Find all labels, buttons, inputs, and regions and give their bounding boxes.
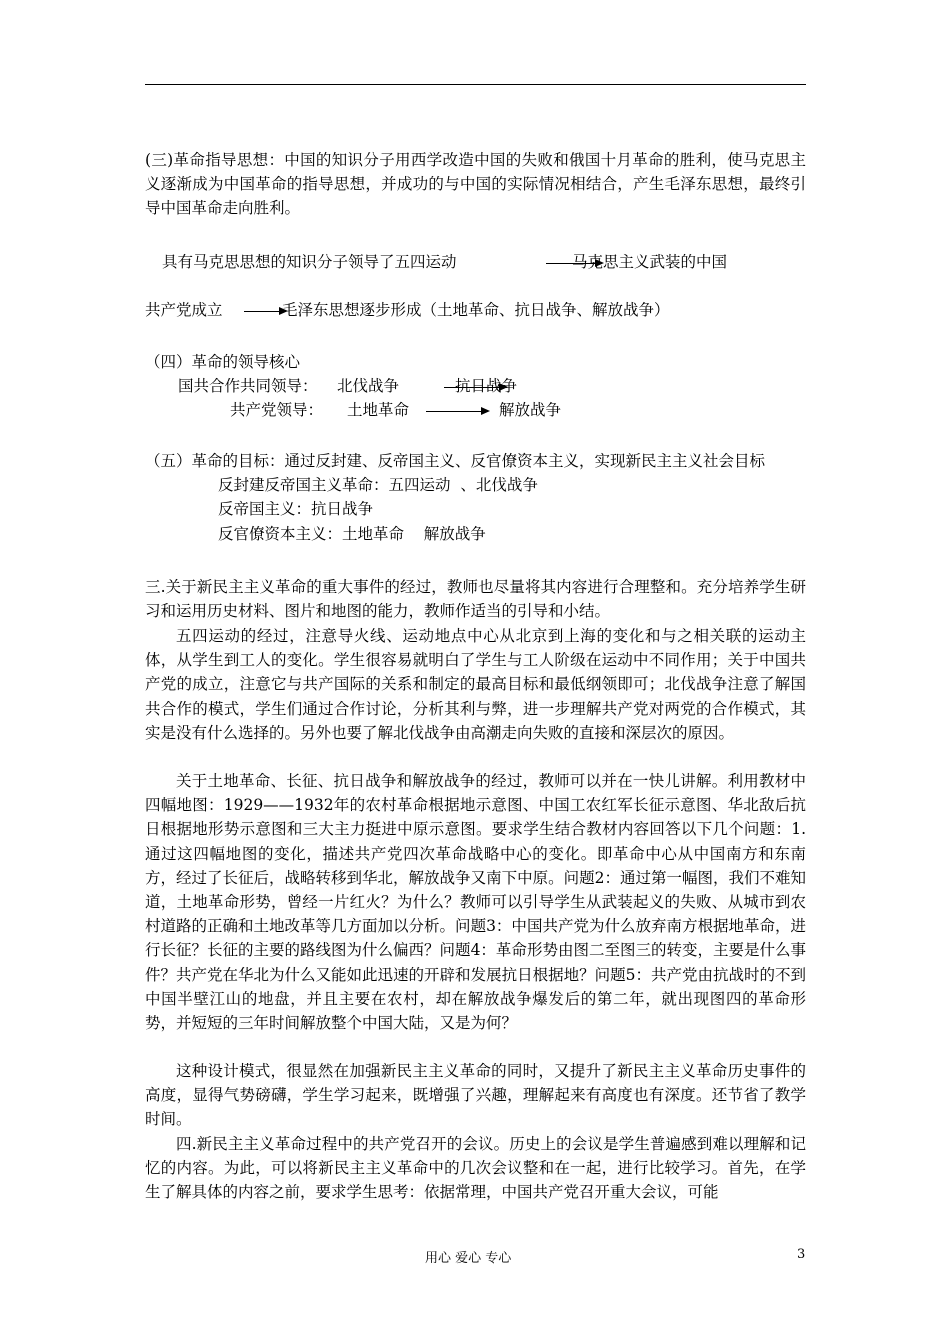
flow-arrow-2	[244, 311, 286, 312]
section3-paragraph: (三)革命指导思想：中国的知识分子用西学改造中国的失败和俄国十月革命的胜利，使马克思主义逐渐成为中国革命的指导思想，并成功的与中国的实际情况相结合，产生毛泽东思想，最终引导中国革命走向胜利。	[145, 151, 806, 218]
body-paragraph-1: 三.关于新民主主义革命的重大事件的经过，教师也尽量将其内容进行合理整和。充分培养学生研习和运用历史材料、图片和地图的能力，教师作适当的引导和小结。	[145, 578, 806, 621]
flow-line1-left: 具有马克思思想的知识分子领导了五四运动	[162, 253, 457, 271]
body-paragraph-4: 这种设计模式，很显然在加强新民主主义革命的同时，又提升了新民主主义革命历史事件的高度，显得气势磅礴，学生学习起来，既增强了兴趣，理解起来有高度也有深度。还节省了教学时间。	[145, 1062, 806, 1129]
section4-row1-from: 北伐战争	[337, 377, 400, 395]
body-paragraph-3: 关于土地革命、长征、抗日战争和解放战争的经过，教师可以并在一快儿讲解。利用教材中四幅地图：1929——1932年的农村革命根据地示意图、中国工农红军长征示意图、华北敌后抗日根据地形势示意图和三大主力挺进中原示意图。要求学生结合教材内容回答以下几个问题：1.通过这四幅地图的变化，描述共产党四次革命战略中心的变化。即革命中心从中国南方和东南方，经过了长征后，战略转移到华北，解放战争又南下中原。问题2：通过第一幅图，我们不难知道，土地革命形势，曾经一片红火？为什么？教师可以引导学生从武装起义的失败、从城市到农村道路的正确和土地改革等几方面加以分析。问题3：中国共产党为什么放弃南方根据地革命，进行长征？长征的主要的路线图为什么偏西？问题4：革命形势由图二至图三的转变，主要是什么事件？共产党在华北为什么又能如此迅速的开辟和发展抗日根据地？问题5：共产党由抗战时的不到中国半壁江山的地盘，并且主要在农村，却在解放战争爆发后的第二年，就出现图四的革命形势，并短短的三年时间解放整个中国大陆，又是为何？	[145, 772, 806, 1033]
section4-row2-from: 土地革命	[347, 401, 410, 419]
section5-line2: 反帝国主义：抗日战争	[218, 500, 374, 518]
header-rule	[145, 84, 806, 85]
section4-arrow-2	[426, 411, 488, 412]
section5-line3: 反官僚资本主义：土地革命 解放战争	[218, 525, 486, 543]
section4-row1-to: 抗日战争	[455, 377, 518, 395]
flow-line1-right: 马克思主义武装的中国	[572, 253, 728, 271]
body-paragraph-2: 五四运动的经过，注意导火线、运动地点中心从北京到上海的变化和与之相关联的运动主体，从学生到工人的变化。学生很容易就明白了学生与工人阶级在运动中不同作用；关于中国共产党的成立，注意它与共产国际的关系和制定的最高目标和最低纲领即可；北伐战争注意了解国共合作的模式，学生们通过合作讨论，分析其利与弊，进一步理解共产党对两党的合作模式，其实是没有什么选择的。另外也要了解北伐战争由高潮走向失败的直接和深层次的原因。	[145, 627, 806, 742]
section4-row2-to: 解放战争	[499, 401, 562, 419]
section5-line1: 反封建反帝国主义革命：五四运动 、北伐战争	[218, 476, 538, 494]
footer-text: 用心 爱心 专心	[425, 1251, 512, 1266]
flow-line2-left: 共产党成立	[145, 301, 223, 319]
section4-heading: （四）革命的领导核心	[145, 353, 301, 371]
section5-heading: （五）革命的目标：通过反封建、反帝国主义、反官僚资本主义，实现新民主主义社会目标	[145, 452, 766, 470]
flow-line2-right: 毛泽东思想逐步形成（土地革命、抗日战争、解放战争）	[282, 301, 670, 319]
section4-row1-label: 国共合作共同领导：	[178, 377, 318, 395]
page-number: 3	[797, 1247, 806, 1262]
section4-row2-label: 共产党领导：	[230, 401, 324, 419]
body-paragraph-5: 四.新民主主义革命过程中的共产党召开的会议。历史上的会议是学生普遍感到难以理解和记忆的内容。为此，可以将新民主主义革命中的几次会议整和在一起，进行比较学习。首先，在学生了解具体的内容之前，要求学生思考：依据常理，中国共产党召开重大会议，可能	[145, 1135, 806, 1202]
